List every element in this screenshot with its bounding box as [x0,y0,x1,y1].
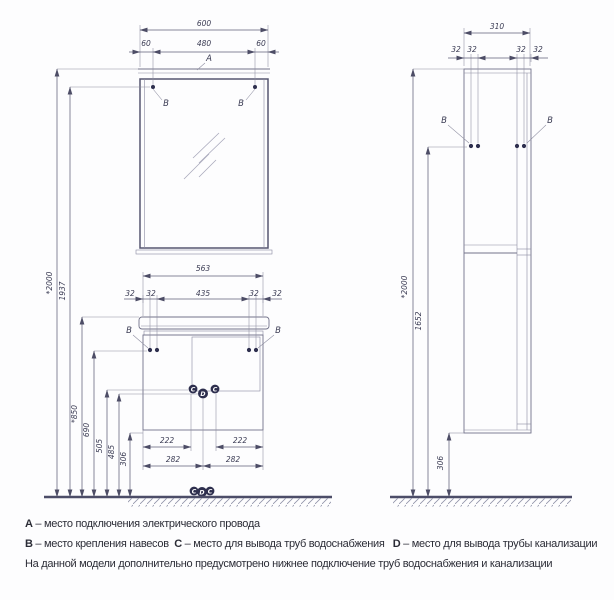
front-view [44,19,332,507]
dim-32-row-side [448,45,548,143]
height-label-485: 485 [107,444,116,460]
legend-key-c: C [174,538,182,550]
height-dimensions-side [400,69,467,497]
legend-text-a: – место подключения электрического провода [32,518,260,530]
dim-label-60-left: 60 [141,39,151,48]
dim-label-32-ll: 32 [125,289,135,298]
side-view [390,22,572,507]
dim-label-282-left: 282 [165,455,181,464]
water-outlet-badge-c [211,385,220,394]
legend-key-d: D [392,538,401,550]
dim-32-435-group [124,289,282,303]
dim-label-60-right: 60 [256,39,266,48]
point-label-b-mirror-right: B [238,99,244,109]
point-label-b-mirror-left: B [163,99,169,109]
water-outlet-badge-c [190,487,199,496]
pipe-outlets-cabinet [189,385,220,399]
height-label-2000-side: *2000 [400,275,409,299]
mirror-unit [136,79,272,254]
cabinet-mount-points [126,326,281,352]
svg-text:D: D [199,489,205,497]
height-label-306: 306 [119,451,128,467]
point-label-b-cab-right: B [275,326,281,336]
dim-label-32-r: 32 [249,289,259,298]
legend-key-b: B [25,538,33,550]
dim-310-group [464,22,530,66]
dim-bottom-group [143,394,263,470]
dim-label-282-right: 282 [225,455,241,464]
svg-text:C: C [191,488,197,496]
dim-label-600: 600 [196,19,212,28]
svg-text:C: C [190,386,196,394]
dim-label-32-l: 32 [146,289,156,298]
mirror-reflection-lines [184,133,225,179]
legend-note [25,556,611,573]
dim-label-480: 480 [196,39,212,48]
countertop [139,317,269,329]
dim-label-222-right: 222 [232,436,248,445]
height-label-850: *850 [70,404,79,424]
svg-text:C: C [207,488,213,496]
water-outlet-badge-c [189,385,198,394]
height-label-505: 505 [95,438,104,454]
pipe-outlets-floor [190,487,215,497]
electrical-callout-a [197,54,212,70]
floor-front [44,497,332,507]
drain-outlet-badge-d [197,487,207,497]
dim-label-32-3: 32 [516,45,526,54]
dim-label-563: 563 [195,264,211,273]
dim-label-310: 310 [489,22,505,31]
legend-text-b: – место крепления навесов [32,538,175,550]
electrical-strip [138,69,270,73]
point-label-b-side-right: B [547,116,553,126]
dim-label-32-4: 32 [533,45,543,54]
height-dimensions [45,69,198,497]
water-outlet-badge-c [206,487,215,496]
back-panel-recess [190,337,260,394]
point-label-b-cab-left: B [126,326,132,336]
column-mount-points [441,116,553,148]
point-label-a: A [206,54,212,64]
height-label-1937: 1937 [58,281,67,301]
floor-side [390,497,572,507]
dim-label-32-rr: 32 [272,289,282,298]
dim-label-222-left: 222 [159,436,175,445]
height-label-2000: *2000 [45,271,54,295]
height-label-306-side: 306 [436,455,445,471]
height-label-1652: 1652 [414,311,423,331]
height-label-690: 690 [82,422,91,438]
mirror-shelf [136,250,272,254]
mirror-mount-points [151,85,257,109]
svg-text:C: C [212,386,218,394]
legend-text-d: – место для вывода трубы канализации [400,538,598,550]
washbasin-cabinet [139,295,269,430]
svg-text:D: D [200,391,206,398]
dim-label-32-2: 32 [467,45,477,54]
legend-line-a [25,516,611,533]
legend-text-c: – место для вывода труб водоснабжения [181,538,393,550]
point-label-b-side-left: B [441,116,447,126]
legend [25,516,611,576]
legend-note-text: На данной модели дополнительно предусмотрено нижнее подключение труб водоснабжения и канализации [25,558,553,570]
dim-label-32-1: 32 [451,45,461,54]
column-cabinet [464,69,531,433]
dim-label-435: 435 [195,289,211,298]
drain-outlet-badge-d [198,389,208,399]
legend-key-a: A [25,518,33,530]
legend-line-bcd [25,536,611,553]
